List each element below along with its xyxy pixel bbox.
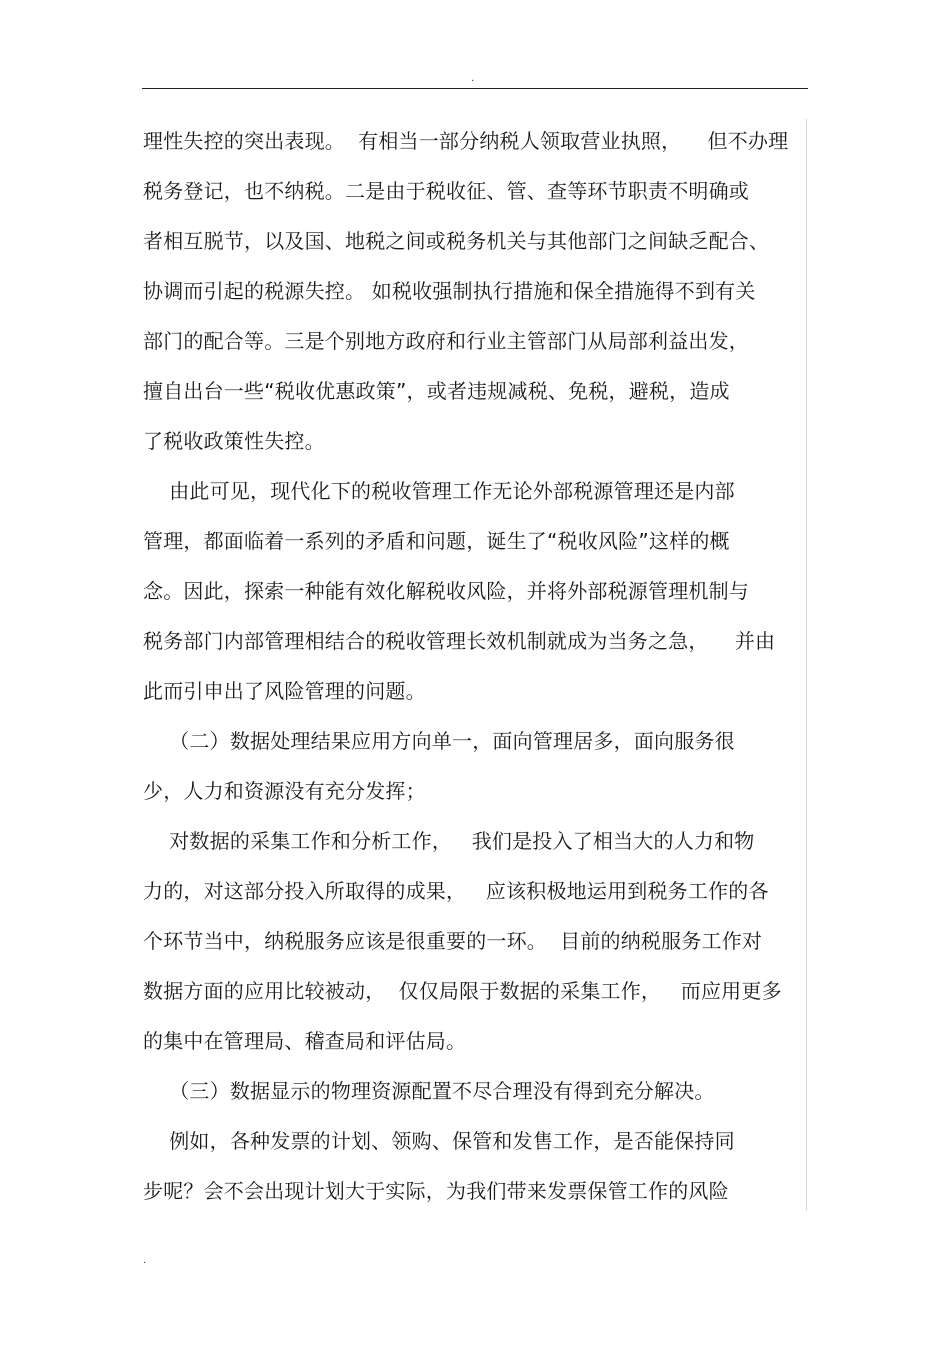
text-line: 由此可见，现代化下的税收管理工作无论外部税源管理还是内部 <box>143 479 735 503</box>
text-line: 例如，各种发票的计划、领购、保管和发售工作，是否能保持同 <box>143 1129 735 1153</box>
text-line: 少，人力和资源没有充分发挥； <box>143 779 426 803</box>
text-line: 步呢？会不会出现计划大于实际，为我们带来发票保管工作的风险 <box>143 1179 729 1203</box>
right-border-rule <box>806 119 807 1211</box>
footer-mark: . <box>143 1255 147 1266</box>
text-line: 管理，都面临着一系列的矛盾和问题，诞生了“税收风险”这样的概 <box>143 529 730 553</box>
text-line: 力的，对这部分投入所取得的成果， 应该积极地运用到税务工作的各 <box>143 879 769 903</box>
text-line: 数据方面的应用比较被动， 仅仅局限于数据的采集工作， 而应用更多 <box>143 979 782 1003</box>
text-line: 个环节当中，纳税服务应该是很重要的一环。 目前的纳税服务工作对 <box>143 929 763 953</box>
text-line: 了税收政策性失控。 <box>143 429 325 453</box>
header-mark: . <box>471 73 475 84</box>
text-line: 税务部门内部管理相结合的税收管理长效机制就成为当务之急， 并由 <box>143 629 776 653</box>
text-line: 协调而引起的税源失控。 如税收强制执行措施和保全措施得不到有关 <box>143 279 756 303</box>
text-line: 擅自出台一些“税收优惠政策”，或者违规减税、免税，避税，造成 <box>143 379 730 403</box>
text-line: 理性失控的突出表现。 有相当一部分纳税人领取营业执照， 但不办理 <box>143 129 789 153</box>
text-line: 者相互脱节，以及国、地税之间或税务机关与其他部门之间缺乏配合、 <box>143 229 770 253</box>
text-line: 念。因此，探索一种能有效化解税收风险，并将外部税源管理机制与 <box>143 579 749 603</box>
text-line: 税务登记，也不纳税。二是由于税收征、管、查等环节职责不明确或 <box>143 179 749 203</box>
text-line: （二）数据处理结果应用方向单一，面向管理居多，面向服务很 <box>143 729 735 753</box>
text-line: 的集中在管理局、稽查局和评估局。 <box>143 1029 467 1053</box>
text-line: （三）数据显示的物理资源配置不尽合理没有得到充分解决。 <box>143 1079 715 1103</box>
text-line: 此而引申出了风险管理的问题。 <box>143 679 426 703</box>
text-line: 部门的配合等。三是个别地方政府和行业主管部门从局部利益出发， <box>143 329 749 353</box>
text-line: 对数据的采集工作和分析工作， 我们是投入了相当大的人力和物 <box>143 829 755 853</box>
header-rule <box>142 88 808 89</box>
